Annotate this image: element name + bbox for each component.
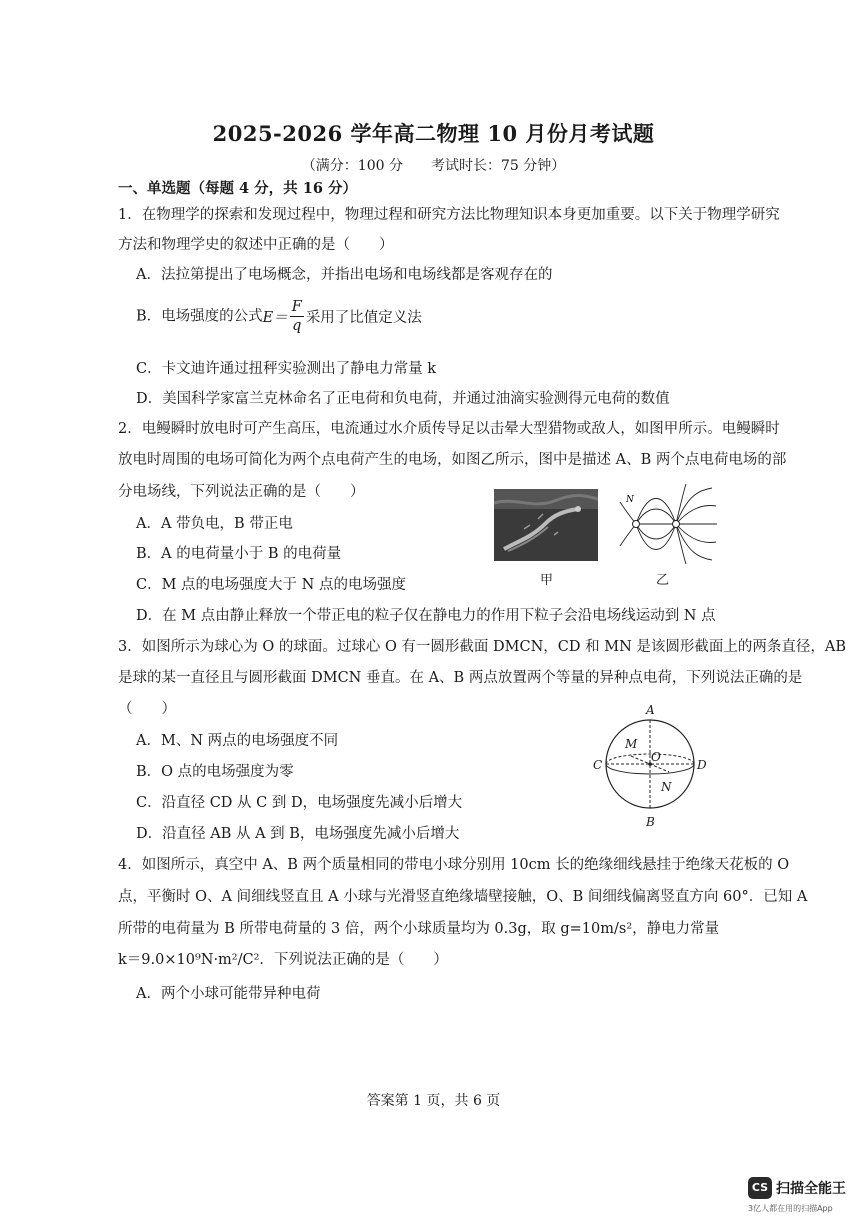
sphere-label-m: M bbox=[625, 737, 638, 751]
eel-photo-figure bbox=[494, 489, 598, 561]
field-lines-figure bbox=[618, 484, 718, 564]
section-heading: 一、单选题（每题 4 分，共 16 分） bbox=[118, 180, 357, 197]
q1-option-b-suffix: 采用了比值定义法 bbox=[305, 310, 422, 326]
exam-subtitle: （满分：100 分 考试时长：75 分钟） bbox=[301, 158, 566, 174]
scanner-watermark bbox=[748, 1177, 858, 1217]
q1-stem-line2: 方法和物理学史的叙述中正确的是（ ） bbox=[118, 237, 394, 253]
sphere-label-c: C bbox=[593, 758, 603, 772]
sphere-label-o: O bbox=[651, 750, 661, 764]
sphere-figure bbox=[585, 700, 715, 832]
fig-label-n: N bbox=[626, 495, 634, 505]
q4-stem-line3: 所带的电荷量为 B 所带电荷量的 3 倍，两个小球质量均为 0.3g，取 g=10m/s²，静电力常量 bbox=[118, 921, 720, 937]
scanner-app-name: 扫描全能王 bbox=[776, 1181, 846, 1197]
q1-option-b bbox=[136, 298, 422, 335]
q1-option-b-prefix: B．电场强度的公式 bbox=[136, 308, 263, 325]
sphere-label-n: N bbox=[661, 780, 672, 794]
q1-option-c: C．卡文迪许通过扭秤实验测出了静电力常量 k bbox=[136, 361, 436, 377]
q3-stem-line1: 3．如图所示为球心为 O 的球面。过球心 O 有一圆形截面 DMCN，CD 和 MN 是该圆形截面上的两条直径，AB bbox=[118, 639, 847, 655]
q1-formula-lhs: E＝ bbox=[262, 310, 288, 326]
q2-stem-line1: 2．电鳗瞬时放电时可产生高压，电流通过水介质传导足以击晕大型猎物或敌人，如图甲所示。电鳗瞬时 bbox=[118, 421, 780, 437]
q4-stem-line1: 4．如图所示，真空中 A、B 两个质量相同的带电小球分别用 10cm 长的绝缘细线悬挂于绝缘天花板的 O bbox=[118, 857, 790, 873]
q1-option-d: D．美国科学家富兰克林命名了正电荷和负电荷，并通过油滴实验测得元电荷的数值 bbox=[136, 391, 670, 407]
q2-option-b: B．A 的电荷量小于 B 的电荷量 bbox=[136, 546, 342, 562]
sphere-label-b: B bbox=[646, 815, 655, 829]
page-footer: 答案第 1 页，共 6 页 bbox=[366, 1093, 501, 1109]
fig-jia-caption: 甲 bbox=[540, 573, 554, 588]
q2-option-c: C．M 点的电场强度大于 N 点的电场强度 bbox=[136, 577, 406, 593]
q2-stem-line3: 分电场线，下列说法正确的是（ ） bbox=[118, 484, 365, 500]
scanner-tagline: 3亿人都在用的扫描App bbox=[748, 1204, 833, 1213]
q2-option-a: A．A 带负电，B 带正电 bbox=[136, 516, 293, 532]
exam-title: 2025-2026 学年高二物理 10 月份月考试题 bbox=[212, 121, 655, 146]
fig-yi-caption: 乙 bbox=[656, 573, 670, 588]
cs-logo-icon: CS bbox=[748, 1177, 772, 1199]
q4-option-a: A．两个小球可能带异种电荷 bbox=[136, 986, 321, 1002]
q4-stem-line2: 点，平衡时 O、A 间细线竖直且 A 小球与光滑竖直绝缘墙壁接触，O、B 间细线偏离竖直方向 60°．已知 A bbox=[118, 889, 808, 905]
q3-option-a: A．M、N 两点的电场强度不同 bbox=[136, 733, 339, 749]
q3-option-c: C．沿直径 CD 从 C 到 D，电场强度先减小后增大 bbox=[136, 795, 463, 811]
q1-formula-fraction bbox=[290, 298, 304, 335]
sphere-label-a: A bbox=[646, 703, 655, 717]
q1-stem-line1: 1．在物理学的探索和发现过程中，物理过程和研究方法比物理知识本身更加重要。以下关于物理学研究 bbox=[118, 207, 780, 223]
q1-option-a: A．法拉第提出了电场概念，并指出电场和电场线都是客观存在的 bbox=[136, 267, 553, 283]
q4-stem-line4: k＝9.0×10⁹N·m²/C²．下列说法正确的是（ ） bbox=[118, 952, 448, 968]
q3-option-d: D．沿直径 AB 从 A 到 B，电场强度先减小后增大 bbox=[136, 826, 460, 842]
q3-stem-line2: 是球的某一直径且与圆形截面 DMCN 垂直。在 A、B 两点放置两个等量的异种点电荷，下列说法正确的是 bbox=[118, 670, 803, 686]
q1-formula-numerator: F bbox=[291, 299, 302, 315]
q2-option-d: D．在 M 点由静止释放一个带正电的粒子仅在静电力的作用下粒子会沿电场线运动到 N 点 bbox=[136, 608, 716, 624]
q3-option-b: B．O 点的电场强度为零 bbox=[136, 764, 294, 780]
q3-stem-line3: （ ） bbox=[118, 701, 176, 717]
sphere-label-d: D bbox=[697, 758, 707, 772]
q2-stem-line2: 放电时周围的电场可简化为两个点电荷产生的电场，如图乙所示，图中是描述 A、B 两个点电荷电场的部 bbox=[118, 452, 787, 468]
q1-formula-denominator: q bbox=[292, 318, 302, 334]
